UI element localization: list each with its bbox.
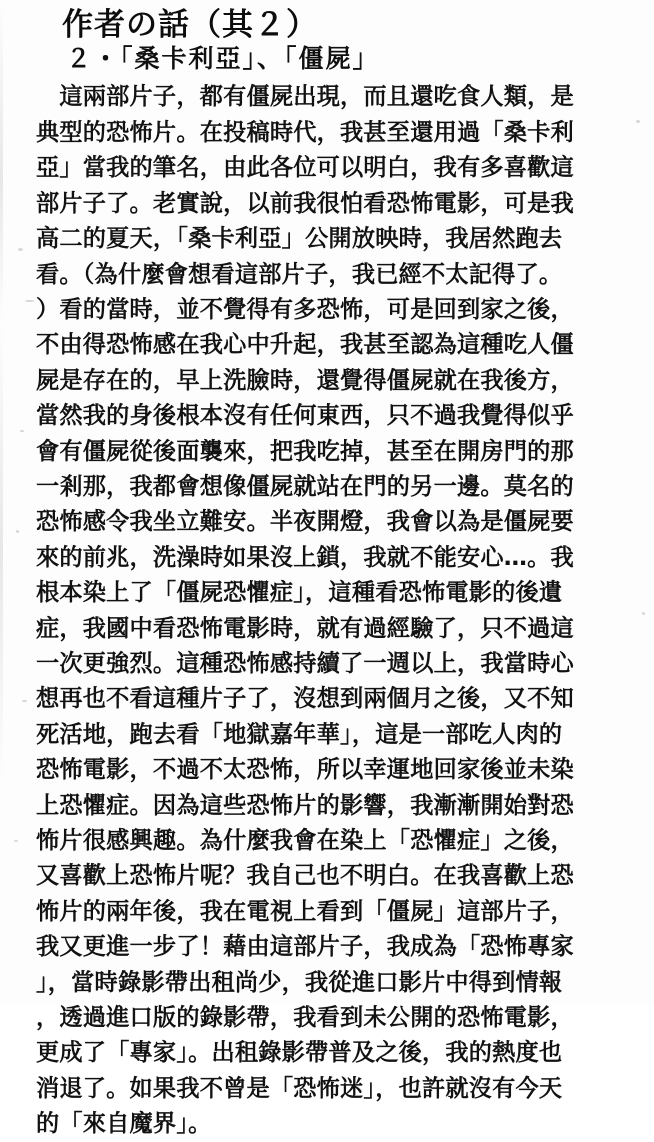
body-line: 死活地，跑去看「地獄嘉年華」，這是一部吃人肉的 (36, 720, 563, 748)
body-line: 這兩部片子，都有僵屍出現，而且還吃食人類，是 (36, 83, 574, 111)
body-line: 」，當時錄影帶出租尚少，我從進口影片中得到情報 (36, 968, 563, 996)
scan-speck (25, 300, 34, 302)
scan-speck (20, 430, 24, 432)
scan-speck (642, 612, 645, 615)
body-line: 恐怖電影，不過不太恐怖，所以幸運地回家後並未染 (36, 756, 574, 784)
body-line: 高二的夏天，「桑卡利亞」公開放映時，我居然跑去 (36, 225, 563, 253)
body-line: 怖片很感興趣。為什麼我會在染上「恐懼症」之後， (36, 827, 574, 854)
scan-speck (14, 840, 18, 842)
body-line: 亞」當我的筆名，由此各位可以明白，我有多喜歡這 (36, 154, 574, 182)
body-line: 一次更強烈。這種恐怖感持續了一週以上，我當時心 (36, 649, 574, 677)
scan-speck (16, 530, 19, 533)
scan-speck (636, 120, 640, 123)
body-line: 更成了「專家」。出租錄影帶普及之後，我的熱度也 (36, 1039, 563, 1067)
body-line: 會有僵屍從後面襲來，把我吃掉，甚至在開房門的那 (36, 437, 574, 465)
scan-speck (22, 700, 27, 702)
body-line: 怖片的兩年後，我在電視上看到「僵屍」這部片子， (36, 897, 574, 925)
body-line: 症，我國中看恐怖電影時，就有過經驗了，只不過這 (36, 614, 574, 642)
body-line: 典型的恐怖片。在投稿時代，我甚至還用過「桑卡利 (36, 118, 574, 146)
body-line: 當然我的身後根本沒有任何東西，只不過我覺得似乎 (36, 402, 574, 430)
body-line: 根本染上了「僵屍恐懼症」，這種看恐怖電影的後遺 (36, 579, 563, 607)
page-title: 作者の話（其２） (62, 7, 318, 43)
body-line: 又喜歡上恐怖片呢？我自己也不明白。在我喜歡上恐 (36, 862, 574, 890)
body-line: 來的前兆，洗澡時如果沒上鎖，我就不能安心…。我 (36, 543, 574, 571)
body-line: 我又更進一步了！藉由這部片子，我成為「恐怖專家 (36, 933, 574, 961)
body-line: ）看的當時，並不覺得有多恐怖，可是回到家之後， (36, 295, 574, 323)
scan-speck (18, 248, 23, 251)
body-line: 屍是存在的，早上洗臉時，還覺得僵屍就在我後方， (36, 366, 574, 394)
body-line: 想再也不看這種片子了，沒想到兩個月之後，又不知 (36, 685, 574, 713)
body-line: 一剎那，我都會想像僵屍就站在門的另一邊。莫名的 (36, 472, 574, 500)
scan-edge-artifact (0, 0, 3, 1003)
body-text (36, 79, 632, 1141)
body-line: 看。（為什麼會想看這部片子，我已經不太記得了。 (36, 260, 563, 288)
body-line: 部片子了。老實說，以前我很怕看恐怖電影，可是我 (36, 189, 574, 217)
body-line: 上恐懼症。因為這些恐怖片的影響，我漸漸開始對恐 (36, 791, 574, 819)
body-line: 的「來自魔界」。 (36, 1110, 212, 1138)
body-line: 恐怖感令我坐立難安。半夜開燈，我會以為是僵屍要 (36, 508, 574, 536)
section-heading: ２・「桑卡利亞」、「僵屍」 (66, 43, 380, 73)
body-line: 不由得恐怖感在我心中升起，我甚至認為這種吃人僵 (36, 331, 574, 359)
body-line: ，透過進口版的錄影帶，我看到未公開的恐怖電影， (36, 1004, 574, 1032)
body-line: 消退了。如果我不曾是「恐怖迷」，也許就沒有今天 (36, 1074, 563, 1102)
